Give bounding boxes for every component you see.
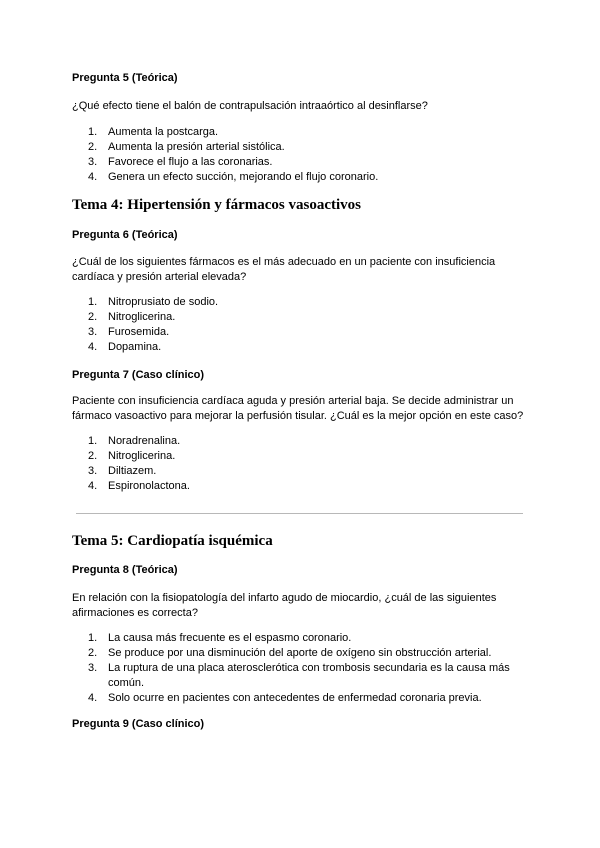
question-5-text: ¿Qué efecto tiene el balón de contrapulsación intraaórtico al desinflarse?: [72, 100, 428, 112]
list-item: [72, 325, 512, 340]
section-divider: [76, 513, 523, 514]
list-item: [72, 631, 512, 646]
option-number: 3.: [88, 662, 98, 674]
question-7-title: Pregunta 7 (Caso clínico): [72, 369, 205, 381]
question-6-text-line-2: cardíaca y presión arterial elevada?: [72, 271, 247, 283]
list-item: [72, 479, 512, 494]
option-text: Se produce por una disminución del aporte de oxígeno sin obstrucción arterial.: [108, 647, 492, 659]
question-6-options: [72, 295, 512, 355]
topic-5-heading: Tema 5: Cardiopatía isquémica: [72, 533, 273, 549]
option-number: 3.: [88, 156, 98, 168]
question-7-options: [72, 434, 512, 494]
list-item: [72, 155, 512, 170]
option-text: Aumenta la presión arterial sistólica.: [108, 141, 285, 153]
list-item: [72, 646, 512, 661]
option-text: Furosemida.: [108, 326, 170, 338]
option-text: Favorece el flujo a las coronarias.: [108, 156, 273, 168]
list-item: [72, 125, 512, 140]
question-5-title: Pregunta 5 (Teórica): [72, 72, 178, 84]
option-number: 3.: [88, 465, 98, 477]
option-text: Solo ocurre en pacientes con antecedentes de enfermedad coronaria previa.: [108, 692, 482, 704]
list-item: [72, 464, 512, 479]
question-6-text-line-1: ¿Cuál de los siguientes fármacos es el más adecuado en un paciente con insuficiencia: [72, 256, 496, 268]
question-7-text-line-1: Paciente con insuficiencia cardíaca aguda y presión arterial baja. Se decide administrar un: [72, 395, 514, 407]
option-text: Nitroglicerina.: [108, 450, 176, 462]
option-number: 4.: [88, 480, 98, 492]
list-item: [72, 691, 512, 706]
option-text: Aumenta la postcarga.: [108, 126, 219, 138]
option-text: Espironolactona.: [108, 480, 190, 492]
option-text: Noradrenalina.: [108, 435, 181, 447]
list-item: [72, 434, 512, 449]
question-8-text-line-1: En relación con la fisiopatología del infarto agudo de miocardio, ¿cuál de las siguientes: [72, 592, 497, 604]
option-text: Nitroglicerina.: [108, 311, 176, 323]
option-number: 2.: [88, 450, 98, 462]
option-text: Nitroprusiato de sodio.: [108, 296, 219, 308]
question-9-title: Pregunta 9 (Caso clínico): [72, 718, 205, 730]
option-text: La causa más frecuente es el espasmo coronario.: [108, 632, 352, 644]
option-number: 2.: [88, 141, 98, 153]
question-6-title: Pregunta 6 (Teórica): [72, 229, 178, 241]
topic-4-heading: Tema 4: Hipertensión y fármacos vasoactivos: [72, 197, 361, 213]
option-text: La ruptura de una placa aterosclerótica con trombosis secundaria es la causa más: [108, 662, 510, 674]
option-number: 1.: [88, 126, 98, 138]
question-8-options: [72, 631, 512, 706]
option-text: Diltiazem.: [108, 465, 157, 477]
option-text-continued: común.: [108, 677, 145, 689]
option-text: Dopamina.: [108, 341, 162, 353]
list-item: [72, 310, 512, 325]
list-item: [72, 661, 512, 691]
list-item: [72, 295, 512, 310]
list-item: [72, 140, 512, 155]
list-item: [72, 340, 512, 355]
list-item: [72, 449, 512, 464]
option-number: 1.: [88, 296, 98, 308]
list-item: [72, 170, 512, 185]
option-number: 1.: [88, 632, 98, 644]
option-number: 4.: [88, 692, 98, 704]
option-number: 2.: [88, 311, 98, 323]
option-number: 3.: [88, 326, 98, 338]
question-8-text-line-2: afirmaciones es correcta?: [72, 607, 198, 619]
option-number: 4.: [88, 341, 98, 353]
option-number: 2.: [88, 647, 98, 659]
option-text: Genera un efecto succión, mejorando el flujo coronario.: [108, 171, 379, 183]
option-number: 1.: [88, 435, 98, 447]
option-number: 4.: [88, 171, 98, 183]
question-8-title: Pregunta 8 (Teórica): [72, 564, 178, 576]
question-7-text-line-2: fármaco vasoactivo para mejorar la perfusión tisular. ¿Cuál es la mejor opción en este caso?: [72, 410, 524, 422]
question-5-options: [72, 125, 512, 185]
